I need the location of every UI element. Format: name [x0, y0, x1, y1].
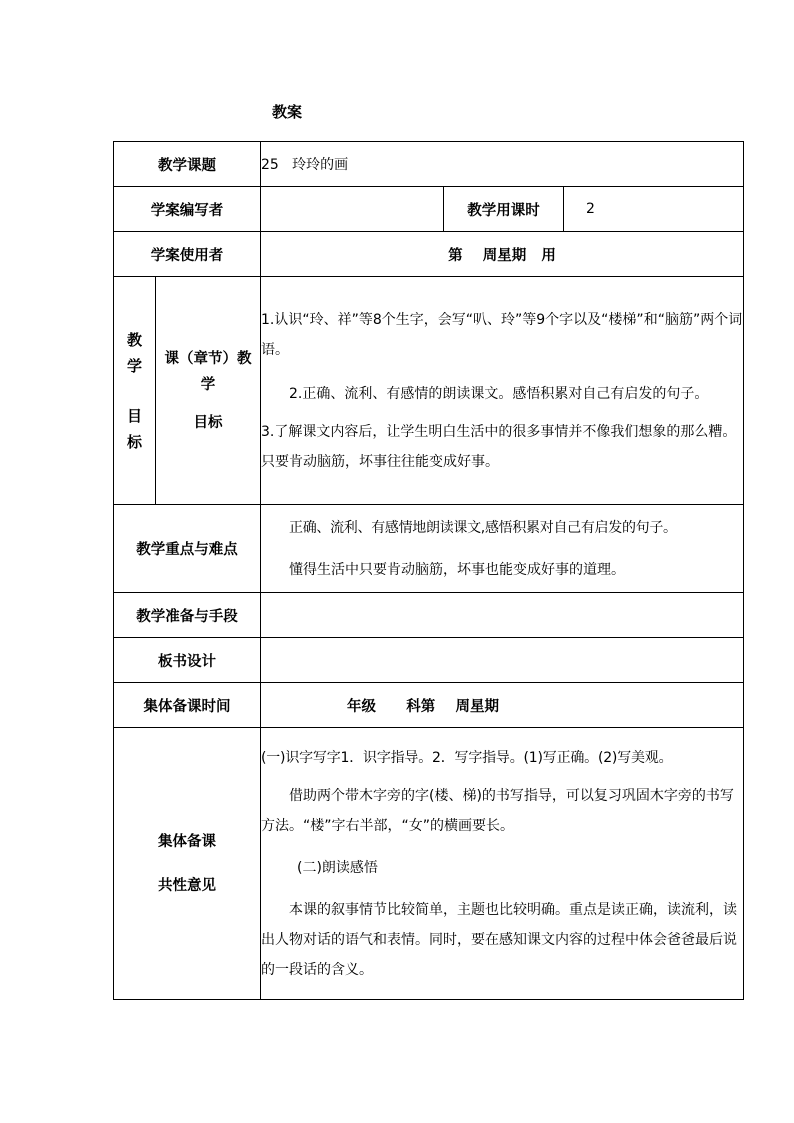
- goals-sub-label-line1: 课（章节）教: [164, 350, 252, 367]
- goals-content: [261, 277, 744, 505]
- key-points-label: 教学重点与难点: [114, 505, 261, 593]
- board-label: 板书设计: [114, 638, 261, 683]
- hours-label: 教学用课时: [444, 187, 564, 232]
- prep-label: 教学准备与手段: [114, 593, 261, 638]
- prep-row: [114, 593, 744, 638]
- board-row: [114, 638, 744, 683]
- opinion-item-2: 借助两个带木字旁的字(楼、梯)的书写指导，可以复习巩固木字旁的书写方法。“楼”字右半部，“女”的横画要长。: [261, 787, 734, 834]
- board-value: [261, 638, 744, 683]
- goals-vertical-label: [114, 277, 156, 505]
- key-points-content: [261, 505, 744, 593]
- author-value: [261, 187, 444, 232]
- opinion-item-1: (一)识字写字1．识字指导。2．写字指导。(1)写正确。(2)写美观。: [261, 749, 673, 766]
- collective-time-row: [114, 683, 744, 728]
- document-title: 教案: [272, 103, 303, 121]
- lesson-plan-table: [113, 141, 744, 1000]
- collective-opinion-content: [261, 728, 744, 1000]
- goal-item-3: 3.了解课文内容后，让学生明白生活中的很多事情并不像我们想象的那么糟。只要肯动脑筋，坏事往往能变成好事。: [261, 423, 737, 470]
- goals-sub-label-line2: 学: [200, 376, 216, 393]
- author-row: [114, 187, 744, 232]
- collective-time-label: 集体备课时间: [114, 683, 261, 728]
- topic-label: 教学课题: [114, 142, 261, 187]
- goal-item-2: 2.正确、流利、有感情的朗读课文。感悟积累对自己有启发的句子。: [289, 385, 709, 402]
- topic-row: [114, 142, 744, 187]
- key-point-2: 懂得生活中只要肯动脑筋，坏事也能变成好事的道理。: [289, 561, 625, 578]
- prep-value: [261, 593, 744, 638]
- user-row: [114, 232, 744, 277]
- goals-char-1: 教: [126, 330, 142, 349]
- goals-gap: [114, 379, 155, 403]
- collective-opinion-row: [114, 728, 744, 1000]
- user-value: 第 周星期 用: [261, 232, 744, 277]
- goals-char-3: 目: [126, 406, 142, 425]
- opinion-item-4: 本课的叙事情节比较简单，主题也比较明确。重点是读正确，读流利，读出人物对话的语气和表情。同时，要在感知课文内容的过程中体会爸爸最后说的一段话的含义。: [261, 901, 737, 978]
- goal-item-1: 1.认识“玲、祥”等8个生字，会写“叭、玲”等9个字以及“楼梯”和“脑筋”两个词语。: [261, 311, 743, 358]
- goals-sub-label-line3: 目标: [193, 414, 223, 431]
- collective-time-value: 年级 科第 周星期: [261, 683, 744, 728]
- author-label: 学案编写者: [114, 187, 261, 232]
- collective-opinion-label-line1: 集体备课: [158, 833, 216, 850]
- goals-char-2: 学: [126, 356, 142, 375]
- goals-row: [114, 277, 744, 505]
- topic-value: 25 玲玲的画: [261, 142, 744, 187]
- hours-value: 2: [564, 187, 744, 232]
- goals-sub-label: [156, 277, 261, 505]
- collective-opinion-label: [114, 728, 261, 1000]
- goals-char-4: 标: [126, 432, 142, 451]
- collective-opinion-label-line2: 共性意见: [158, 877, 216, 894]
- user-label: 学案使用者: [114, 232, 261, 277]
- key-point-1: 正确、流利、有感情地朗读课文,感悟积累对自己有启发的句子。: [289, 519, 677, 536]
- key-points-row: [114, 505, 744, 593]
- opinion-item-3: (二)朗读感悟: [297, 859, 378, 876]
